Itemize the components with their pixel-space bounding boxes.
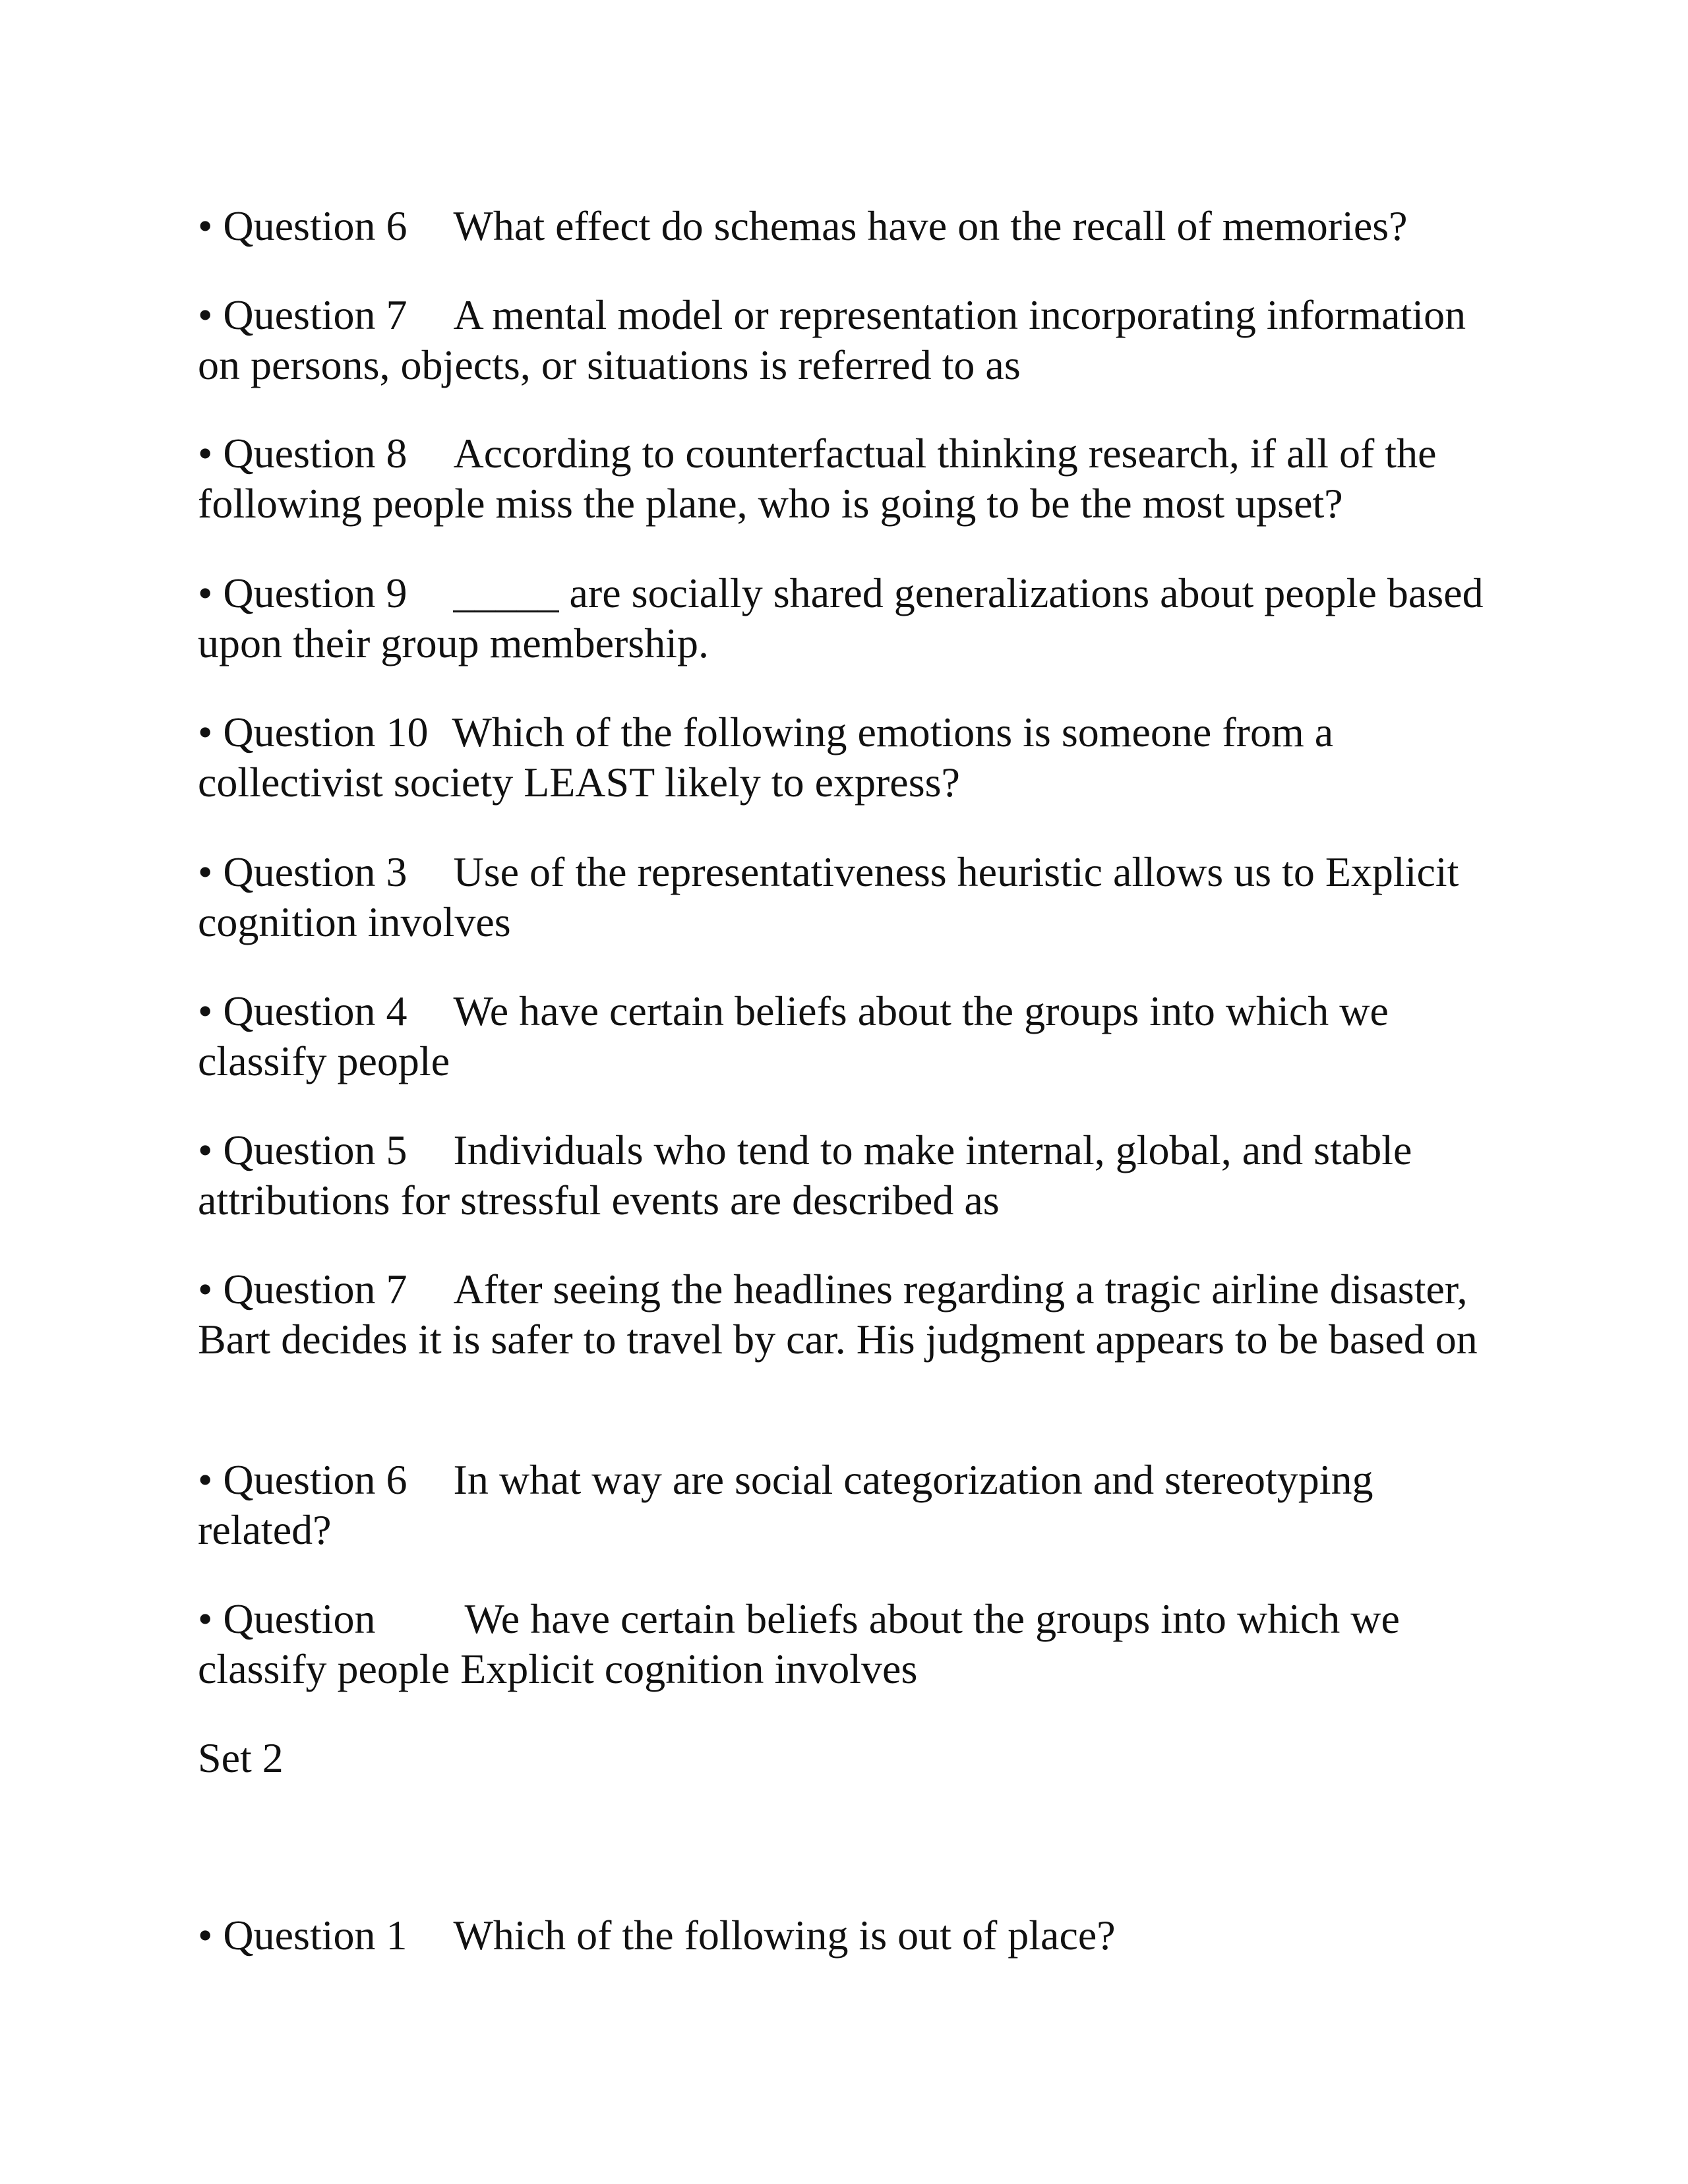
question-item (198, 707, 1490, 808)
question-text: Which of the following is out of place? (453, 1912, 1116, 1959)
question-number: • Question 7 (198, 1266, 407, 1313)
question-item (198, 1125, 1490, 1225)
question-text: We have certain beliefs about the groups into which we classify people (198, 988, 1389, 1084)
question-item (198, 1455, 1490, 1555)
question-number: • Question 6 (198, 202, 407, 249)
question-text: Use of the representativeness heuristic allows us to Explicit cognition involves (198, 848, 1459, 945)
question-number: • Question 9 (198, 570, 407, 616)
question-number: • Question 1 (198, 1912, 407, 1959)
question-item (198, 568, 1490, 668)
question-item (198, 201, 1490, 251)
question-text: Individuals who tend to make internal, global, and stable attributions for stressful events are described as (198, 1127, 1412, 1224)
question-item (198, 1264, 1490, 1365)
question-number: • Question (198, 1595, 376, 1642)
question-item (198, 290, 1490, 390)
question-text: According to counterfactual thinking research, if all of the following people miss the plane, who is going to be the most upset? (198, 430, 1437, 527)
question-number: • Question 3 (198, 848, 407, 895)
question-text: A mental model or representation incorporating information on persons, objects, or situations is referred to as (198, 291, 1466, 388)
question-number: • Question 5 (198, 1127, 407, 1173)
question-text: What effect do schemas have on the recall of memories? (453, 202, 1408, 249)
question-number: • Question 8 (198, 430, 407, 477)
question-text: are socially shared generalizations about people based upon their group membership. (198, 570, 1484, 666)
question-item (198, 1594, 1490, 1694)
question-text: Which of the following emotions is someone from a collectivist society LEAST likely to express? (198, 709, 1334, 806)
question-text: In what way are social categorization and stereotyping related? (198, 1456, 1373, 1553)
question-text: We have certain beliefs about the groups into which we classify people Explicit cognition involves (198, 1595, 1400, 1692)
question-number: • Question 4 (198, 988, 407, 1034)
question-number: • Question 10 (198, 709, 429, 755)
question-item (198, 847, 1490, 947)
set-heading: Set 2 (198, 1734, 284, 1781)
question-item (198, 986, 1490, 1086)
question-number: • Question 6 (198, 1456, 407, 1503)
question-item (198, 428, 1490, 529)
question-text: After seeing the headlines regarding a tragic airline disaster, Bart decides it is safer to travel by car. His judgment appears to be based on (198, 1266, 1478, 1363)
fill-in-blank: _____ (453, 570, 559, 616)
question-item (198, 1910, 1490, 1961)
question-number: • Question 7 (198, 291, 407, 338)
